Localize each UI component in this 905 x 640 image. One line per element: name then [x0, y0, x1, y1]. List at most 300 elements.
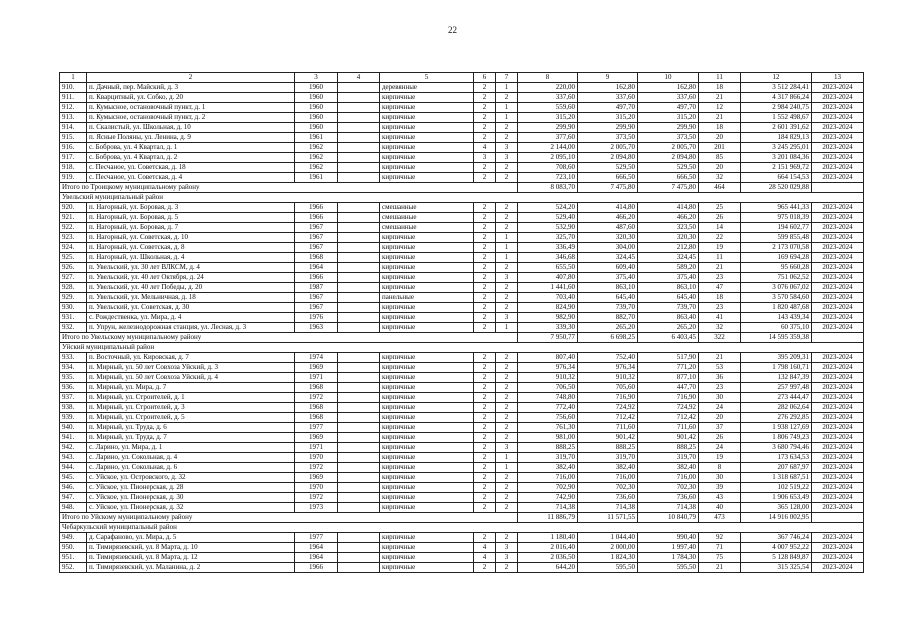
table-cell: 2	[496, 373, 518, 383]
table-cell: 4	[474, 553, 496, 563]
table-row	[60, 303, 864, 313]
district-section-title: Чебаркульский муниципальный район	[60, 523, 864, 533]
table-cell: 2	[496, 423, 518, 433]
table-cell: 162,80	[638, 83, 699, 93]
table-cell: 323,50	[638, 223, 699, 233]
table-cell: 2023-2024	[812, 373, 864, 383]
table-cell: 927.	[60, 273, 87, 283]
table-cell: 1 552 498,67	[741, 113, 812, 123]
table-cell: 924.	[60, 243, 87, 253]
table-cell: 2	[496, 393, 518, 403]
table-cell: 935.	[60, 373, 87, 383]
table-cell: 32	[699, 323, 741, 333]
table-cell: 2	[474, 483, 496, 493]
table-cell: 315 325,54	[741, 563, 812, 573]
table-row	[60, 473, 864, 483]
table-cell: 2023-2024	[812, 243, 864, 253]
table-cell: 1 997,40	[638, 543, 699, 553]
table-cell: 414,80	[578, 203, 638, 213]
table-cell: 517,90	[638, 353, 699, 363]
table-cell: 2	[474, 223, 496, 233]
table-cell: 2023-2024	[812, 223, 864, 233]
table-cell	[338, 173, 380, 183]
table-cell	[812, 333, 864, 343]
district-section-row	[60, 343, 864, 353]
table-cell: п. Мирный, ул. Труда, д. 7	[87, 433, 295, 443]
table-cell: 319,70	[578, 453, 638, 463]
table-cell: 2	[474, 563, 496, 573]
table-cell: п. Мирный, ул. Мира, д. 7	[87, 383, 295, 393]
table-cell: 3	[474, 153, 496, 163]
table-cell: 3	[496, 313, 518, 323]
table-row	[60, 363, 864, 373]
table-cell: 22	[699, 233, 741, 243]
table-cell: 2023-2024	[812, 283, 864, 293]
table-cell: 2	[496, 203, 518, 213]
table-cell	[338, 463, 380, 473]
table-cell: с. Уйское, ул. Пионерская, д. 30	[87, 493, 295, 503]
table-cell: 2023-2024	[812, 213, 864, 223]
table-cell: 2	[474, 393, 496, 403]
table-cell: 184 829,13	[741, 133, 812, 143]
table-cell: 877,10	[638, 373, 699, 383]
table-cell: 2	[474, 373, 496, 383]
table-cell: 1	[496, 453, 518, 463]
table-cell: 2023-2024	[812, 133, 864, 143]
table-cell: 2	[474, 263, 496, 273]
table-cell: 2	[474, 443, 496, 453]
table-cell: 2023-2024	[812, 303, 864, 313]
table-cell: 466,20	[638, 213, 699, 223]
table-cell: кирпичные	[380, 113, 474, 123]
table-cell: 143 439,34	[741, 313, 812, 323]
table-cell: 1966	[295, 273, 338, 283]
table-cell: 320,30	[638, 233, 699, 243]
table-cell: 2023-2024	[812, 433, 864, 443]
table-row	[60, 423, 864, 433]
table-cell: кирпичные	[380, 423, 474, 433]
table-cell: 21	[699, 353, 741, 363]
table-cell: п. Нагорный, ул. Боровая, д. 7	[87, 223, 295, 233]
table-cell: 2023-2024	[812, 123, 864, 133]
table-cell: 938.	[60, 403, 87, 413]
table-cell: 2	[496, 173, 518, 183]
table-cell: 2 005,70	[578, 143, 638, 153]
district-total-value: 28 520 029,88	[741, 183, 812, 193]
table-cell: 976,34	[578, 363, 638, 373]
table-cell: 1964	[295, 543, 338, 553]
table-cell: 2	[474, 303, 496, 313]
table-cell: 2023-2024	[812, 233, 864, 243]
table-cell: 2023-2024	[812, 543, 864, 553]
table-cell: 1970	[295, 483, 338, 493]
table-cell: 923.	[60, 233, 87, 243]
district-total-value: 14 595 359,38	[741, 333, 812, 343]
table-cell: 702,90	[518, 483, 578, 493]
table-cell: 666,50	[578, 173, 638, 183]
table-cell: 319,70	[638, 453, 699, 463]
table-cell: кирпичные	[380, 543, 474, 553]
table-cell: 1 906 653,49	[741, 493, 812, 503]
table-cell: 2	[496, 493, 518, 503]
table-cell: 377,60	[518, 133, 578, 143]
table-cell: 716,90	[638, 393, 699, 403]
table-cell: п. Ясные Поляны, ул. Ленина, д. 9	[87, 133, 295, 143]
table-cell: 43	[699, 493, 741, 503]
table-cell	[338, 413, 380, 423]
table-cell: 1977	[295, 533, 338, 543]
table-cell: 2	[496, 533, 518, 543]
table-cell: 863,10	[578, 283, 638, 293]
table-cell: кирпичные	[380, 433, 474, 443]
table-cell: кирпичные	[380, 473, 474, 483]
table-cell: 1960	[295, 93, 338, 103]
table-cell: 2023-2024	[812, 483, 864, 493]
table-cell: 3	[496, 143, 518, 153]
table-row	[60, 113, 864, 123]
table-cell: 2	[496, 213, 518, 223]
table-cell: п. Нагорный, ул. Боровая, д. 5	[87, 213, 295, 223]
table-cell: 888,25	[578, 443, 638, 453]
table-cell: п. Тимирязевский, ул. 8 Марта, д. 10	[87, 543, 295, 553]
table-row	[60, 253, 864, 263]
table-cell: 645,40	[578, 293, 638, 303]
table-cell: 1970	[295, 453, 338, 463]
table-row	[60, 233, 864, 243]
table-cell: панельные	[380, 293, 474, 303]
table-cell	[338, 383, 380, 393]
table-cell: 2	[496, 383, 518, 393]
table-cell: 1967	[295, 243, 338, 253]
table-cell: 414,80	[638, 203, 699, 213]
table-row	[60, 543, 864, 553]
table-cell: кирпичные	[380, 503, 474, 513]
table-cell: кирпичные	[380, 393, 474, 403]
column-number-5: 5	[380, 73, 474, 83]
table-row	[60, 173, 864, 183]
table-cell: 32	[699, 173, 741, 183]
table-cell: 2 016,40	[518, 543, 578, 553]
table-cell	[338, 103, 380, 113]
district-total-value: 7 475,80	[638, 183, 699, 193]
table-cell: 37	[699, 423, 741, 433]
table-cell: 3	[496, 543, 518, 553]
table-row	[60, 353, 864, 363]
table-cell: кирпичные	[380, 173, 474, 183]
table-cell: 2023-2024	[812, 413, 864, 423]
table-cell: 524,20	[518, 203, 578, 213]
table-cell	[338, 283, 380, 293]
table-cell: 373,50	[578, 133, 638, 143]
table-cell: 739,70	[638, 303, 699, 313]
table-cell: 2	[474, 123, 496, 133]
table-cell: п. Мирный, ул. Строителей, д. 5	[87, 413, 295, 423]
table-cell: 2023-2024	[812, 443, 864, 453]
table-cell: с. Уйское, ул. Пионерская, д. 32	[87, 503, 295, 513]
table-cell	[338, 93, 380, 103]
table-cell: 304,00	[578, 243, 638, 253]
table-cell: 23	[699, 383, 741, 393]
table-cell	[338, 363, 380, 373]
table-cell: 2023-2024	[812, 383, 864, 393]
table-cell: кирпичные	[380, 553, 474, 563]
table-cell: 3 570 584,60	[741, 293, 812, 303]
table-cell: кирпичные	[380, 163, 474, 173]
table-cell: 2	[474, 233, 496, 243]
table-cell: 20	[699, 413, 741, 423]
district-total-value: 464	[699, 183, 741, 193]
table-cell	[338, 233, 380, 243]
table-cell: 748,80	[518, 393, 578, 403]
district-section-title: Увельский муниципальный район	[60, 193, 864, 203]
table-cell: 339,30	[518, 323, 578, 333]
table-cell: 2	[496, 503, 518, 513]
table-cell: п. Тимирязевский, ул. Маланина, д. 2	[87, 563, 295, 573]
table-cell: кирпичные	[380, 443, 474, 453]
table-cell: 2	[474, 313, 496, 323]
table-cell	[338, 503, 380, 513]
table-cell: 1 824,30	[578, 553, 638, 563]
table-cell: 1977	[295, 423, 338, 433]
district-total-value: 6 698,25	[578, 333, 638, 343]
table-cell: 14	[699, 223, 741, 233]
table-cell: с. Боброва, ул. 4 Квартал, д. 2	[87, 153, 295, 163]
table-cell: 19	[699, 453, 741, 463]
table-cell: 925.	[60, 253, 87, 263]
table-cell: 944.	[60, 463, 87, 473]
table-cell: 644,20	[518, 563, 578, 573]
table-row	[60, 93, 864, 103]
table-cell: 2 984 240,75	[741, 103, 812, 113]
table-cell: 2	[496, 403, 518, 413]
table-cell: 194 602,77	[741, 223, 812, 233]
district-total-row	[60, 333, 864, 343]
table-cell: 325,70	[518, 233, 578, 243]
table-cell: 30	[699, 393, 741, 403]
table-cell: с. Уйское, ул. Островского, д. 32	[87, 473, 295, 483]
table-cell: п. Увельский, ул. 40 лет Победы, д. 20	[87, 283, 295, 293]
table-cell: 1	[496, 463, 518, 473]
column-number-7: 7	[496, 73, 518, 83]
table-cell: 1 441,60	[518, 283, 578, 293]
table-row	[60, 83, 864, 93]
table-cell: 934.	[60, 363, 87, 373]
table-cell: 595,50	[638, 563, 699, 573]
table-cell	[338, 433, 380, 443]
table-cell: 915.	[60, 133, 87, 143]
table-row	[60, 483, 864, 493]
table-cell	[338, 143, 380, 153]
table-cell: 4	[474, 543, 496, 553]
table-cell: 716,00	[518, 473, 578, 483]
table-cell	[338, 403, 380, 413]
table-cell: п. Дачный, пер. Майский, д. 3	[87, 83, 295, 93]
table-cell: 666,50	[638, 173, 699, 183]
table-row	[60, 223, 864, 233]
table-cell: 2 000,00	[578, 543, 638, 553]
table-cell: 41	[699, 313, 741, 323]
table-cell: 951.	[60, 553, 87, 563]
table-cell: 949.	[60, 533, 87, 543]
table-cell: 5 128 849,87	[741, 553, 812, 563]
table-cell: с. Боброва, ул. 4 Квартал, д. 1	[87, 143, 295, 153]
table-cell: 60 375,10	[741, 323, 812, 333]
table-cell	[338, 533, 380, 543]
table-cell: 1	[496, 103, 518, 113]
table-cell: 12	[699, 103, 741, 113]
table-cell: 407,80	[518, 273, 578, 283]
table-cell: 975 018,39	[741, 213, 812, 223]
table-cell: 708,60	[518, 163, 578, 173]
table-cell: с. Ларино, ул. Сокольная, д. 4	[87, 453, 295, 463]
table-cell: п. Увельский, ул. Мельничная, д. 18	[87, 293, 295, 303]
table-cell: 2	[474, 273, 496, 283]
table-cell: 2	[474, 533, 496, 543]
district-total-value: 11 571,55	[578, 513, 638, 523]
table-cell: 18	[699, 293, 741, 303]
table-cell: 1968	[295, 413, 338, 423]
table-row	[60, 383, 864, 393]
table-cell: 315,20	[638, 113, 699, 123]
table-cell: 1967	[295, 293, 338, 303]
table-cell: 736,60	[578, 493, 638, 503]
table-cell	[338, 133, 380, 143]
district-section-row	[60, 193, 864, 203]
table-cell: 207 687,97	[741, 463, 812, 473]
table-cell: 1976	[295, 313, 338, 323]
table-cell: 914.	[60, 123, 87, 133]
table-cell: 25	[699, 203, 741, 213]
table-cell: 529,40	[518, 213, 578, 223]
table-row	[60, 273, 864, 283]
table-cell: 1	[496, 323, 518, 333]
table-cell: 736,60	[638, 493, 699, 503]
district-total-value: 7 475,80	[578, 183, 638, 193]
table-cell	[338, 543, 380, 553]
table-cell	[338, 313, 380, 323]
table-cell: 2	[474, 133, 496, 143]
table-cell: 928.	[60, 283, 87, 293]
table-cell: п. Нагорный, ул. Советская, д. 8	[87, 243, 295, 253]
table-cell: 2 144,00	[518, 143, 578, 153]
table-cell: 772,40	[518, 403, 578, 413]
table-cell: 2023-2024	[812, 293, 864, 303]
table-cell: 2023-2024	[812, 493, 864, 503]
table-cell: 1966	[295, 203, 338, 213]
table-cell: 1 044,40	[578, 533, 638, 543]
table-cell: п. Мирный, ул. Труда, д. 6	[87, 423, 295, 433]
table-cell: 2023-2024	[812, 103, 864, 113]
table-cell: 1987	[295, 283, 338, 293]
table-cell: 1968	[295, 403, 338, 413]
table-cell: 337,60	[518, 93, 578, 103]
table-cell: 589,20	[638, 263, 699, 273]
table-cell: 395 209,31	[741, 353, 812, 363]
table-cell: 2023-2024	[812, 363, 864, 373]
table-cell: 26	[699, 213, 741, 223]
table-cell: 2023-2024	[812, 463, 864, 473]
table-cell: 532,90	[518, 223, 578, 233]
table-cell: п. Нагорный, ул. Советская, д. 10	[87, 233, 295, 243]
table-cell	[338, 223, 380, 233]
table-cell: 1972	[295, 393, 338, 403]
table-cell: 20	[699, 133, 741, 143]
table-cell: 946.	[60, 483, 87, 493]
table-cell: 2023-2024	[812, 393, 864, 403]
table-cell: кирпичные	[380, 413, 474, 423]
table-cell	[338, 353, 380, 363]
table-cell: 2	[496, 363, 518, 373]
table-cell	[338, 453, 380, 463]
table-cell: 2023-2024	[812, 403, 864, 413]
table-cell: 47	[699, 283, 741, 293]
table-cell: 1 938 127,69	[741, 423, 812, 433]
district-total-value: 14 916 002,95	[741, 513, 812, 523]
table-cell: 931.	[60, 313, 87, 323]
table-cell: 92	[699, 533, 741, 543]
table-row	[60, 433, 864, 443]
table-cell: 367 746,24	[741, 533, 812, 543]
table-cell: 1963	[295, 323, 338, 333]
table-cell: 1964	[295, 553, 338, 563]
table-cell: 1967	[295, 223, 338, 233]
table-cell: 901,42	[578, 433, 638, 443]
column-number-2: 2	[87, 73, 295, 83]
table-cell: 53	[699, 363, 741, 373]
table-cell: 714,38	[518, 503, 578, 513]
table-cell: 71	[699, 543, 741, 553]
table-cell: 2	[474, 453, 496, 463]
column-number-12: 12	[741, 73, 812, 83]
table-cell	[338, 473, 380, 483]
district-total-row	[60, 183, 864, 193]
table-cell: 2	[496, 303, 518, 313]
table-cell: 664 154,53	[741, 173, 812, 183]
table-cell	[338, 393, 380, 403]
table-cell: 3	[496, 153, 518, 163]
table-cell: 933.	[60, 353, 87, 363]
table-cell: 1973	[295, 503, 338, 513]
table-cell: 1 180,40	[518, 533, 578, 543]
table-row	[60, 373, 864, 383]
table-cell: 1960	[295, 123, 338, 133]
table-cell: 1 806 749,23	[741, 433, 812, 443]
table-cell: кирпичные	[380, 263, 474, 273]
table-cell	[338, 253, 380, 263]
table-cell: 950.	[60, 543, 87, 553]
table-cell	[338, 373, 380, 383]
table-cell: 2	[496, 283, 518, 293]
table-cell: 1 318 687,51	[741, 473, 812, 483]
table-cell: кирпичные	[380, 463, 474, 473]
table-cell: 2	[474, 93, 496, 103]
table-cell: 751 062,52	[741, 273, 812, 283]
table-cell: 756,60	[518, 413, 578, 423]
table-cell: 1960	[295, 103, 338, 113]
table-cell: 320,30	[578, 233, 638, 243]
table-cell: 337,60	[638, 93, 699, 103]
table-cell: 913.	[60, 113, 87, 123]
table-cell: 132 847,39	[741, 373, 812, 383]
table-cell: 920.	[60, 203, 87, 213]
table-cell: 888,25	[638, 443, 699, 453]
table-cell: 201	[699, 143, 741, 153]
table-cell: 1	[496, 243, 518, 253]
table-cell: 2023-2024	[812, 143, 864, 153]
table-cell: 447,70	[638, 383, 699, 393]
table-cell: с. Ларино, ул. Мира, д. 1	[87, 443, 295, 453]
table-cell: 2023-2024	[812, 553, 864, 563]
